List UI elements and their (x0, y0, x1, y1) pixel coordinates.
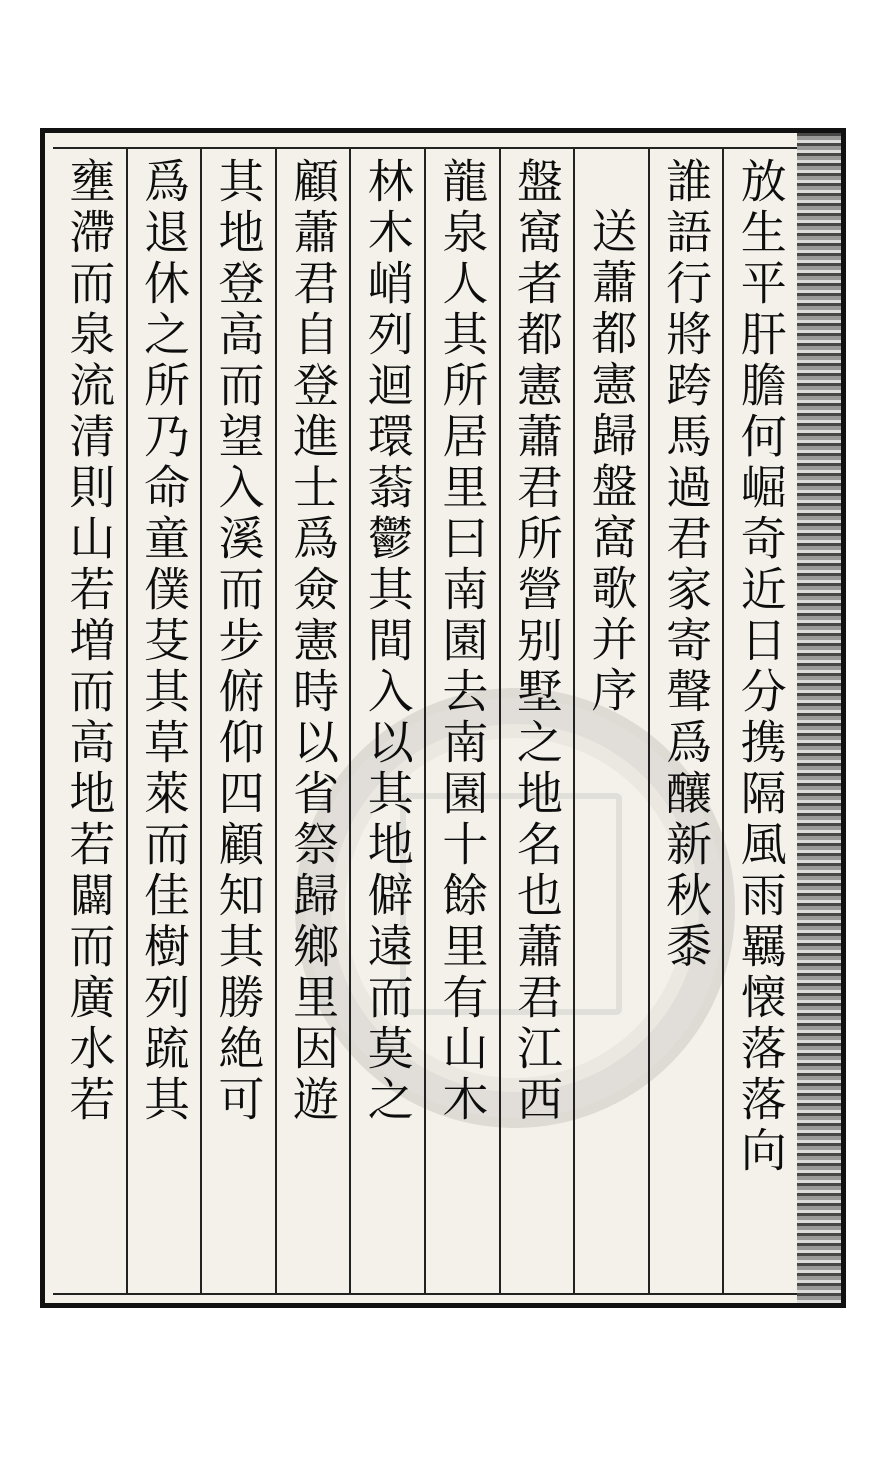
text-column-6 (349, 147, 424, 1295)
page-edge-fold (797, 133, 841, 1303)
text-column-10 (53, 147, 126, 1295)
poem-title: 送蕭都憲歸盤窩歌并序 (584, 207, 639, 717)
text-columns (53, 147, 797, 1295)
column-text: 誰語行將跨馬過君家寄聲爲釀新秋黍 (659, 157, 714, 973)
column-text: 放生平肝膽何崛奇近日分携隔風雨羈懐落落向 (733, 157, 788, 1177)
text-column-3-title (573, 147, 648, 1295)
column-text: 其地登高而望入溪而步俯仰四顧知其勝絶可 (211, 157, 266, 1126)
book-page (40, 128, 846, 1308)
column-text: 爲退休之所乃命童僕芟其草萊而佳樹列䟽其 (136, 157, 191, 1126)
text-column-1 (722, 147, 797, 1295)
text-column-2 (648, 147, 723, 1295)
text-column-7 (275, 147, 350, 1295)
text-column-5 (424, 147, 499, 1295)
column-text: 顧蕭君自登進士爲僉憲時以省祭歸鄉里因遊 (286, 157, 341, 1126)
text-column-4 (499, 147, 574, 1295)
column-text: 壅滯而泉流清則山若増而高地若闢而廣水若 (62, 157, 117, 1126)
column-text: 林木峭列迴環蓊鬱其間入以其地僻遠而莫之 (360, 157, 415, 1126)
column-text: 盤窩者都憲蕭君所營别墅之地名也蕭君江西 (509, 157, 564, 1126)
text-column-9 (126, 147, 201, 1295)
column-text: 龍泉人其所居里曰南園去南園十餘里有山木 (435, 157, 490, 1126)
text-column-8 (200, 147, 275, 1295)
